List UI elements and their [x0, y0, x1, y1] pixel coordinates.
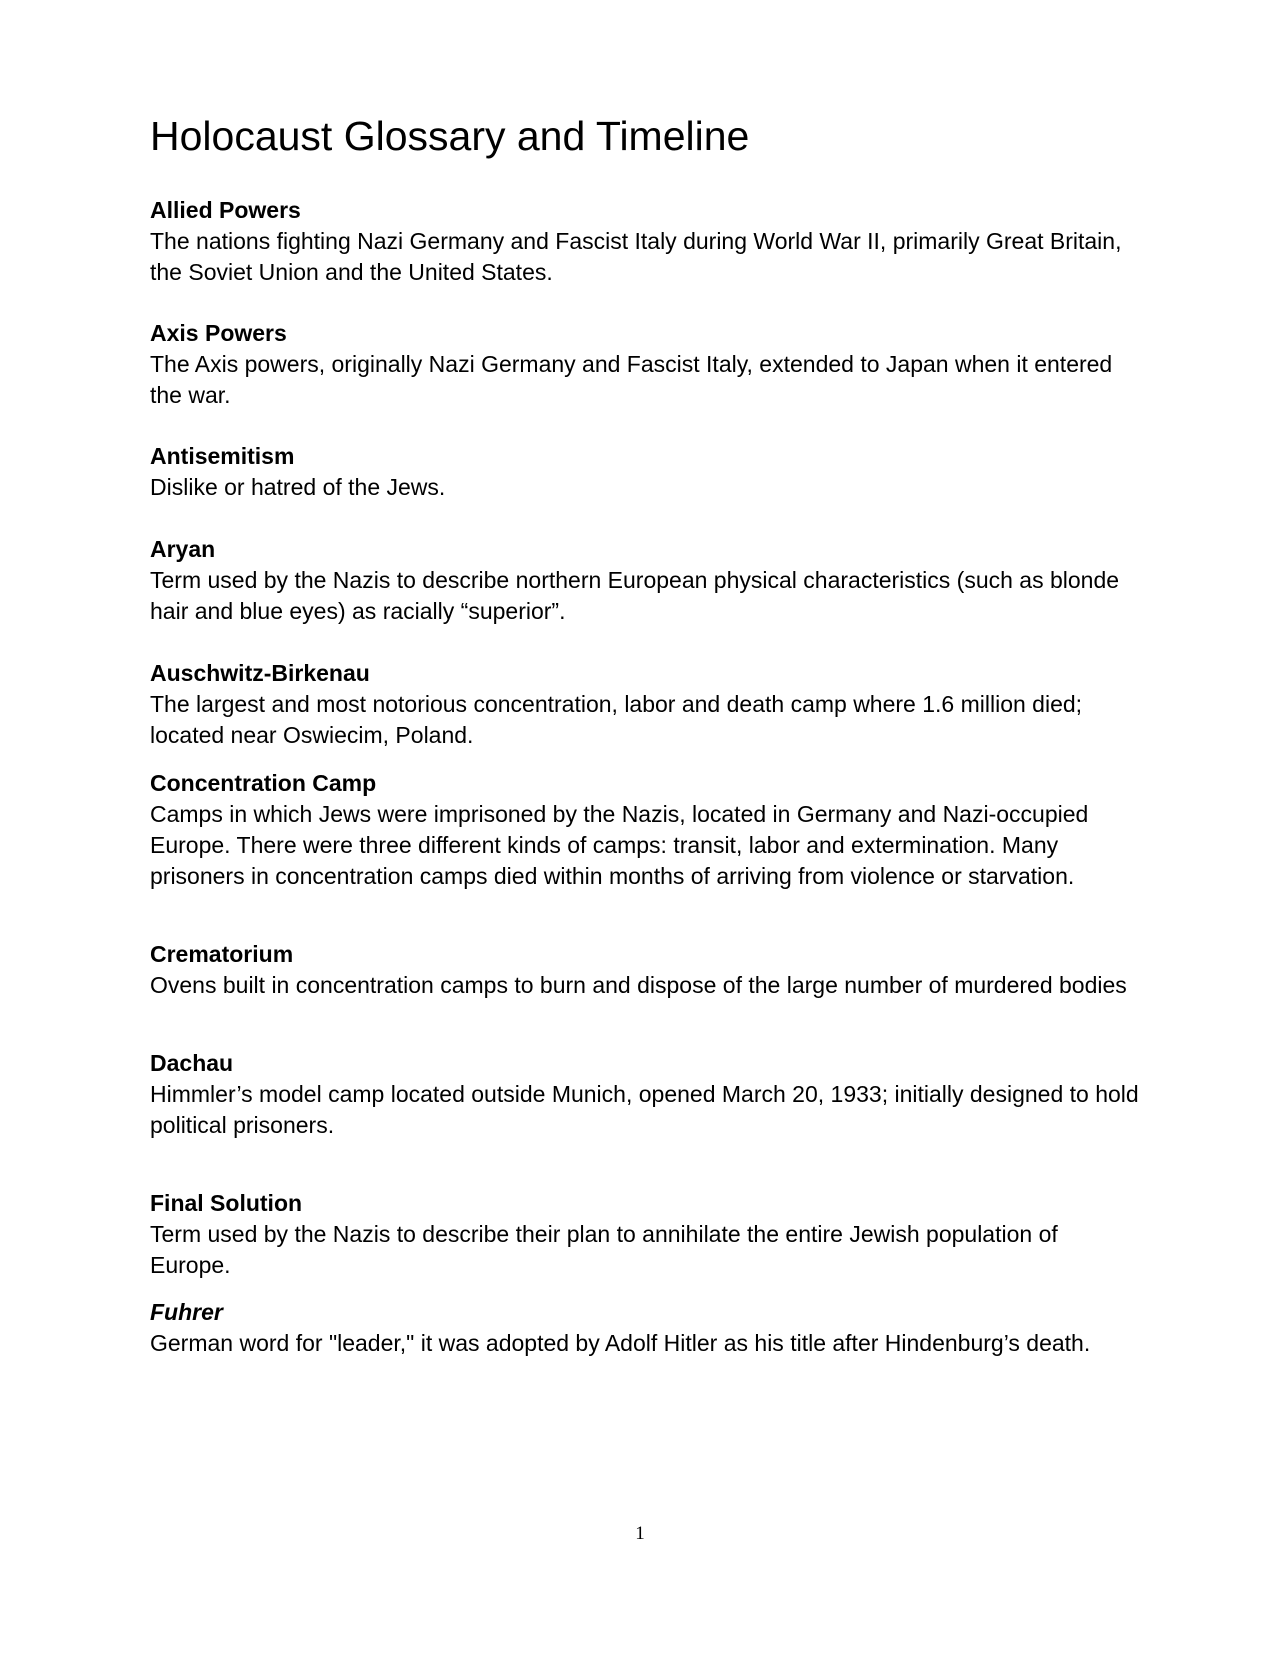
glossary-entry-dachau: [150, 1048, 1140, 1141]
glossary-term: Concentration Camp: [150, 770, 377, 796]
glossary-term: Auschwitz-Birkenau: [150, 660, 370, 686]
glossary-entry-fuhrer: [150, 1297, 1140, 1359]
page-title: Holocaust Glossary and Timeline: [150, 113, 750, 159]
glossary-term: Crematorium: [150, 941, 294, 967]
glossary-definition: Himmler’s model camp located outside Munich, opened March 20, 1933; initially designed to hold political prisoners.: [150, 1081, 1139, 1138]
glossary-entry-allied-powers: [150, 195, 1140, 288]
glossary-term: Fuhrer: [150, 1299, 223, 1325]
glossary-term: Axis Powers: [150, 320, 287, 346]
glossary-term: Antisemitism: [150, 443, 295, 469]
glossary-definition: German word for "leader," it was adopted by Adolf Hitler as his title after Hindenburg’s death.: [150, 1330, 1091, 1356]
glossary-definition: Term used by the Nazis to describe northern European physical characteristics (such as blonde hair and blue eyes) as racially “superior”.: [150, 567, 1120, 624]
glossary-definition: Dislike or hatred of the Jews.: [150, 474, 446, 500]
glossary-term: Allied Powers: [150, 197, 301, 223]
glossary-entry-aryan: [150, 534, 1140, 627]
glossary-definition: Ovens built in concentration camps to burn and dispose of the large number of murdered bodies: [150, 972, 1127, 998]
glossary-definition: The nations fighting Nazi Germany and Fascist Italy during World War II, primarily Great Britain, the Soviet Union and the United States.: [150, 228, 1122, 285]
glossary-definition: Camps in which Jews were imprisoned by the Nazis, located in Germany and Nazi-occupied Europe. There were three different kinds of camps: transit, labor and extermination. Many prisoners in concentration camps died within months of arriving from violence or starvation.: [150, 801, 1089, 889]
glossary-entry-auschwitz-birkenau: [150, 658, 1140, 751]
glossary-entry-crematorium: [150, 939, 1140, 1001]
glossary-definition: The Axis powers, originally Nazi Germany and Fascist Italy, extended to Japan when it entered the war.: [150, 351, 1113, 408]
glossary-entry-concentration-camp: [150, 768, 1140, 892]
glossary-entry-final-solution: [150, 1188, 1140, 1281]
glossary-entry-antisemitism: [150, 441, 1140, 503]
glossary-entry-axis-powers: [150, 318, 1140, 411]
glossary-term: Final Solution: [150, 1190, 303, 1216]
page-number: 1: [635, 1523, 645, 1544]
glossary-term: Aryan: [150, 536, 216, 562]
glossary-definition: Term used by the Nazis to describe their plan to annihilate the entire Jewish population of Europe.: [150, 1221, 1058, 1278]
glossary-term: Dachau: [150, 1050, 234, 1076]
glossary-definition: The largest and most notorious concentration, labor and death camp where 1.6 million died; located near Oswiecim, Poland.: [150, 691, 1083, 748]
